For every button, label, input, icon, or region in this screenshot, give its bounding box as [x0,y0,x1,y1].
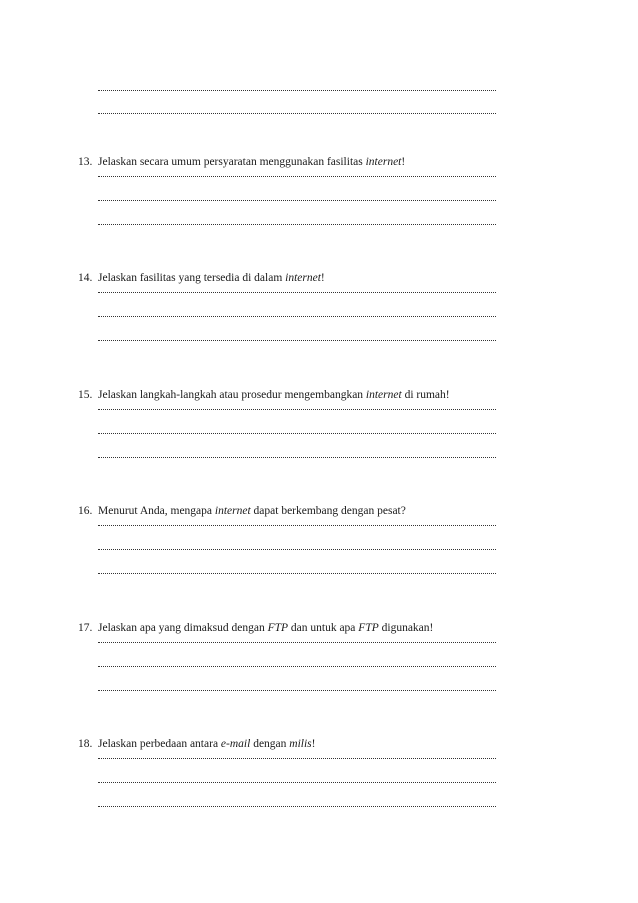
question-text-part: digunakan! [378,622,434,634]
question-item [78,271,518,285]
answer-line [98,690,496,691]
question-text-part: ! [401,156,406,168]
answer-line [98,758,496,759]
question-term-italic: internet [214,505,251,517]
question-term-italic: FTP [267,622,289,634]
question-item [78,155,518,169]
question-term-italic: e-mail [220,738,251,750]
question-term-italic: internet [365,389,402,401]
question-text-part: Menurut Anda, mengapa [98,505,215,517]
answer-line [98,176,496,177]
question-text-part: dan untuk apa [288,622,359,634]
answer-line [98,340,496,341]
question-text-part: Jelaskan apa yang dimaksud dengan [98,622,268,634]
answer-line [98,90,496,91]
answer-line [98,200,496,201]
answer-line [98,573,496,574]
answer-line [98,642,496,643]
question-item [78,737,518,751]
question-text [98,156,405,168]
question-text [98,738,316,750]
question-number: 17. [78,622,93,634]
question-term-italic: milis [289,738,312,750]
question-text-part: Jelaskan secara umum persyaratan menggunakan fasilitas [98,156,366,168]
question-item [78,504,518,518]
answer-line [98,782,496,783]
answer-line [98,457,496,458]
question-item [78,621,518,635]
question-item [78,388,518,402]
question-text [98,389,450,401]
answer-line [98,549,496,550]
question-number: 14. [78,272,93,284]
answer-line [98,224,496,225]
answer-line [98,316,496,317]
question-number: 13. [78,156,93,168]
question-term-italic: internet [285,272,321,284]
answer-line [98,292,496,293]
question-text-part: dapat berkembang dengan pesat? [250,505,406,517]
question-term-italic: FTP [358,622,379,634]
answer-line [98,525,496,526]
question-text-part: Jelaskan fasilitas yang tersedia di dalam [98,272,286,284]
answer-line [98,433,496,434]
question-text-part: ! [311,738,316,750]
question-text-part: dengan [250,738,290,750]
question-term-italic: internet [365,156,402,168]
question-text-part: Jelaskan perbedaan antara [98,738,221,750]
answer-line [98,806,496,807]
question-text [98,272,325,284]
question-number: 15. [78,389,93,401]
answer-line [98,666,496,667]
question-text-part: di rumah! [401,389,450,401]
question-text [98,505,406,517]
question-text [98,622,433,634]
question-number: 18. [78,738,93,750]
answer-line [98,409,496,410]
question-text-part: ! [320,272,325,284]
answer-line [98,113,496,114]
question-text-part: Jelaskan langkah-langkah atau prosedur mengembangkan [98,389,366,401]
question-number: 16. [78,505,93,517]
